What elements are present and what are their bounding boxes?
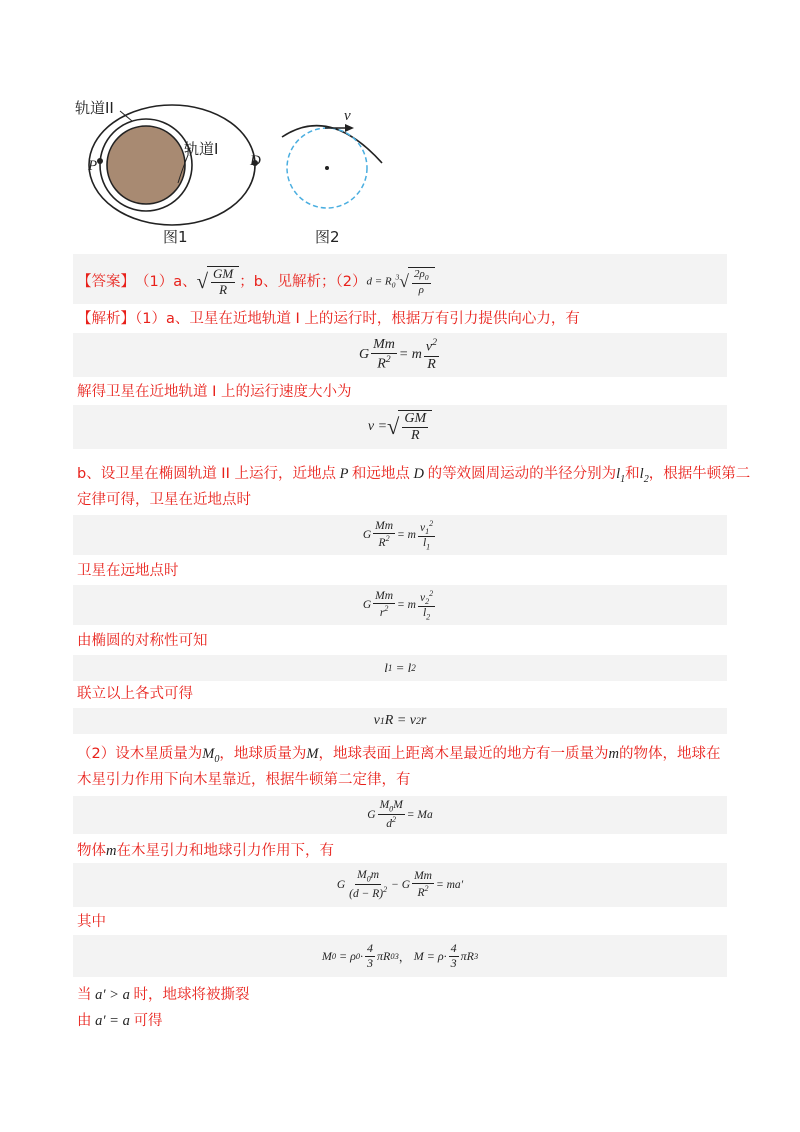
velocity-label: v xyxy=(344,108,351,124)
analysis-text-8c: ，地球表面上距离木星最近的地方有一质量为 xyxy=(318,746,609,762)
analysis-text-12b: 时，地球将被撕裂 xyxy=(133,987,250,1003)
earth-disc xyxy=(107,126,185,204)
point-p-dot xyxy=(97,158,103,164)
analysis-text-8d: 的物体，地球在 xyxy=(618,746,721,762)
equation-1: G $\frac{Mm}{R^2}$ = m $\frac{v^2}{R}$ xyxy=(358,337,438,372)
orbit-i-label: 轨道I xyxy=(184,140,219,158)
equation-4: G $\frac{Mm}{r^2}$ = m $\frac{v_2^2}{l_2}$ xyxy=(362,588,434,622)
equation-3: G $\frac{Mm}{R^2}$ = m $\frac{v_1^2}{l_1}$ xyxy=(362,518,434,552)
analysis-line-9: 木星引力作用下向木星靠近，根据牛顿第二定律，有 xyxy=(77,772,411,788)
analysis-line-13: 由 a′ = a 可得 xyxy=(77,1013,163,1029)
analysis-line-10: 物体m在木星引力和地球引力作用下，有 xyxy=(77,843,334,859)
center-dot xyxy=(325,166,329,170)
figure-2-caption: 图2 xyxy=(315,228,340,246)
analysis-text-3e: ，根据牛顿第二 xyxy=(648,466,751,482)
analysis-line-4: 定律可得，卫星在近地点时 xyxy=(77,492,251,508)
analysis-text-13a: 由 xyxy=(77,1013,92,1029)
answer-tag: 【答案】 xyxy=(77,273,135,290)
analysis-line-1 xyxy=(77,309,580,329)
analysis-text-3d: 和 xyxy=(625,466,640,482)
analysis-line-5: 卫星在远地点时 xyxy=(77,563,179,579)
analysis-text-13b: 可得 xyxy=(133,1013,163,1029)
answer-line xyxy=(77,266,435,298)
analysis-text-1: （1）a、卫星在近地轨道 I 上的运行时，根据万有引力提供向心力，有 xyxy=(135,311,580,327)
equation-5: l 1 = l 2 xyxy=(384,660,416,675)
analysis-line-2: 解得卫星在近地轨道 I 上的运行速度大小为 xyxy=(77,384,352,400)
answer-velocity-formula: √ $\frac{GM}{R}$ xyxy=(197,266,240,298)
orbit-figure xyxy=(70,95,410,250)
analysis-line-3: b、设卫星在椭圆轨道 II 上运行，近地点 P 和远地点 D 的等效圆周运动的半径分别为$l_1$和$l_2$，根据牛顿第二 xyxy=(77,466,751,485)
equation-2: v = √ $\frac{GM}{R}$ xyxy=(73,405,727,449)
analysis-line-6: 由椭圆的对称性可知 xyxy=(77,633,208,649)
equation-6: v 1 R = v 2 r xyxy=(373,713,427,728)
answer-distance-formula: $d = R_0^3$ √ $\frac{2\rho_0}{\rho}$ xyxy=(366,267,434,297)
analysis-line-11: 其中 xyxy=(77,914,106,930)
analysis-text-8b: ，地球质量为 xyxy=(219,746,307,762)
equation-9: M 0 = ρ 0 · $\frac{4}{3}$ πR 0 3 ， M = ρ· $\frac{4}{3}$ πR 3 xyxy=(321,940,479,970)
trajectory-arc xyxy=(282,126,382,163)
analysis-text-3c: 的等效圆周运动的半径分别为 xyxy=(427,466,617,482)
velocity-arrowhead xyxy=(345,124,354,132)
figure-1-caption: 图1 xyxy=(163,228,188,246)
point-p-label: P xyxy=(88,158,98,174)
analysis-line-12: 当 a′ > a 时，地球将被撕裂 xyxy=(77,987,250,1003)
equation-8: G $\frac{M_0m}{(d - R)^2}$ − G $\frac{Mm}{R^2}$ = ma′ xyxy=(336,869,464,900)
analysis-tag: 【解析】 xyxy=(77,311,135,327)
analysis-text-10a: 物体 xyxy=(77,843,106,859)
analysis-text-3b: 和远地点 xyxy=(351,466,410,482)
equation-7: G $\frac{M_0M}{d^2}$ = Ma xyxy=(367,799,433,830)
analysis-text-12a: 当 xyxy=(77,987,92,1003)
answer-sep: ；b、见解析；（2） xyxy=(239,273,367,290)
answer-part1: （1）a、 xyxy=(135,273,197,290)
analysis-line-8: （2）设木星质量为$M_0$，地球质量为M，地球表面上距离木星最近的地方有一质量为m的物体，地球在 xyxy=(77,746,721,765)
analysis-text-3a: b、设卫星在椭圆轨道 II 上运行，近地点 xyxy=(77,466,336,482)
orbit-ii-label: 轨道II xyxy=(75,99,114,117)
analysis-text-8a: （2）设木星质量为 xyxy=(77,746,203,762)
analysis-line-7: 联立以上各式可得 xyxy=(77,686,193,702)
point-d-label: D xyxy=(250,153,261,169)
analysis-text-10b: 在木星引力和地球引力作用下，有 xyxy=(116,843,334,859)
